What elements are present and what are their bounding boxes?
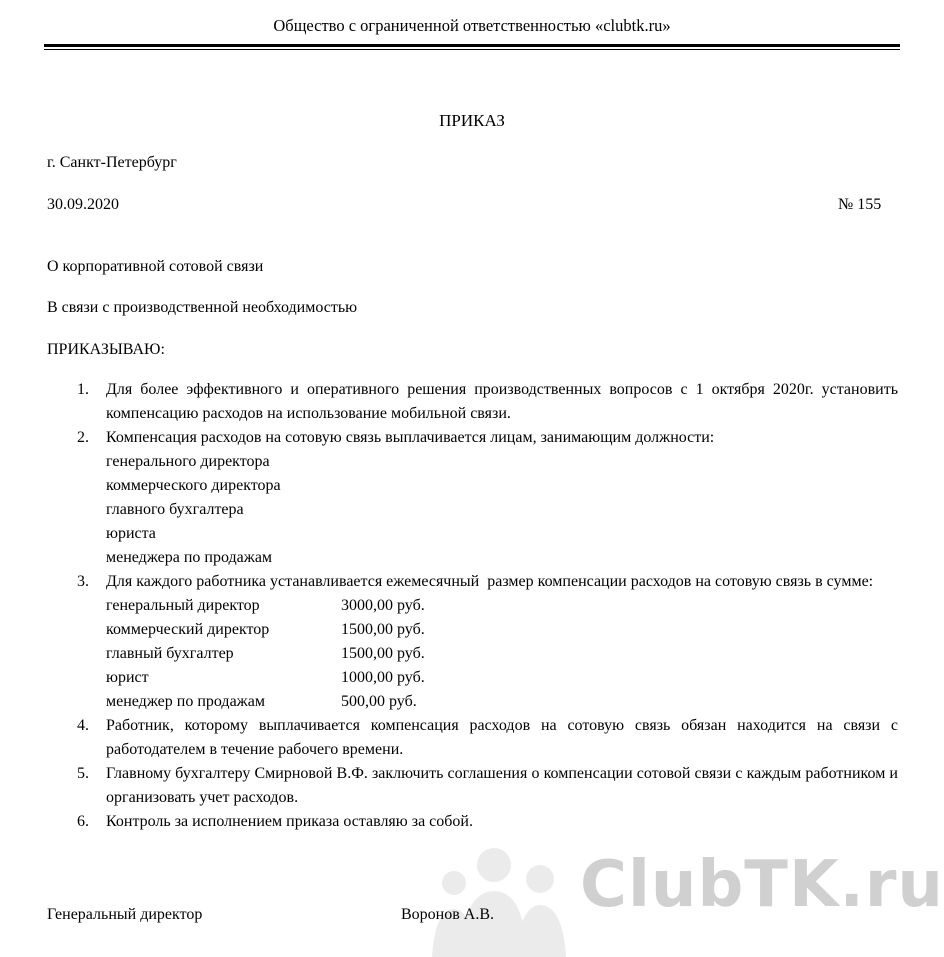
position-entry: юриста <box>106 525 156 542</box>
list-item <box>47 762 898 810</box>
order-number: № 155 <box>838 196 882 213</box>
watermark-text: ClubTK.ru <box>580 848 944 922</box>
signature-position: Генеральный директор <box>47 906 203 923</box>
table-row <box>106 690 451 714</box>
table-cell-amount: 1500,00 руб. <box>341 621 425 638</box>
item-number: 1. <box>77 381 89 398</box>
table-cell-position: менеджер по продажам <box>106 693 265 710</box>
item-number: 5. <box>77 765 89 782</box>
list-item <box>47 714 898 762</box>
position-entry: главного бухгалтера <box>106 501 244 518</box>
header-rule-thin <box>44 49 900 50</box>
item-text: Главному бухгалтеру Смирновой В.Ф. заключить соглашения о компенсации сотовой связи с каждым работником и организовать учет расходов. <box>106 765 898 806</box>
header-rule-thick <box>44 44 900 47</box>
table-cell-position: генеральный директор <box>106 597 260 614</box>
table-row <box>106 618 451 642</box>
table-cell-position: коммерческий директор <box>106 621 270 638</box>
compensation-table <box>106 594 451 714</box>
item-text: Для каждого работника устанавливается ежемесячный размер компенсации расходов на сотовую связь в сумме: <box>106 573 874 590</box>
list-item <box>47 378 898 426</box>
table-cell-amount: 500,00 руб. <box>341 693 417 710</box>
list-item <box>47 810 898 834</box>
order-word: ПРИКАЗЫВАЮ: <box>47 341 165 358</box>
position-entry: генерального директора <box>106 453 270 470</box>
item-number: 6. <box>77 813 89 830</box>
document-title: ПРИКАЗ <box>439 111 505 130</box>
table-cell-position: юрист <box>106 669 149 686</box>
item-text: Контроль за исполнением приказа оставляю за собой. <box>106 813 473 830</box>
order-basis: В связи с производственной необходимостью <box>47 299 358 316</box>
item-text: Компенсация расходов на сотовую связь выплачивается лицам, занимающим должности: <box>106 429 715 446</box>
table-cell-position: главный бухгалтер <box>106 645 234 662</box>
order-subject: О корпоративной сотовой связи <box>47 258 264 275</box>
item-number: 4. <box>77 717 89 734</box>
table-row <box>106 666 451 690</box>
table-cell-amount: 1500,00 руб. <box>341 645 425 662</box>
item-number: 3. <box>77 573 89 590</box>
order-items-list <box>47 378 898 834</box>
signature-name: Воронов А.В. <box>401 906 495 923</box>
position-entry: коммерческого директора <box>106 477 281 494</box>
table-cell-amount: 3000,00 руб. <box>341 597 425 614</box>
organization-header: Общество с ограниченной ответственностью «clubtk.ru» <box>273 16 671 35</box>
table-row <box>106 594 451 618</box>
position-entry: менеджера по продажам <box>106 549 273 566</box>
list-item <box>47 570 898 714</box>
item-text: Работник, которому выплачивается компенсация расходов на сотовую связь обязан находится на связи с работодателем в течение рабочего времени. <box>106 717 898 758</box>
order-date: 30.09.2020 <box>47 196 119 213</box>
item-number: 2. <box>77 429 89 446</box>
item-text: Для более эффективного и оперативного решения производственных вопросов с 1 октября 2020г. установить компенсацию расходов на использование мобильной связи. <box>106 381 898 422</box>
city: г. Санкт-Петербург <box>47 154 177 171</box>
table-row <box>106 642 451 666</box>
list-item <box>47 426 898 570</box>
table-cell-amount: 1000,00 руб. <box>341 669 425 686</box>
